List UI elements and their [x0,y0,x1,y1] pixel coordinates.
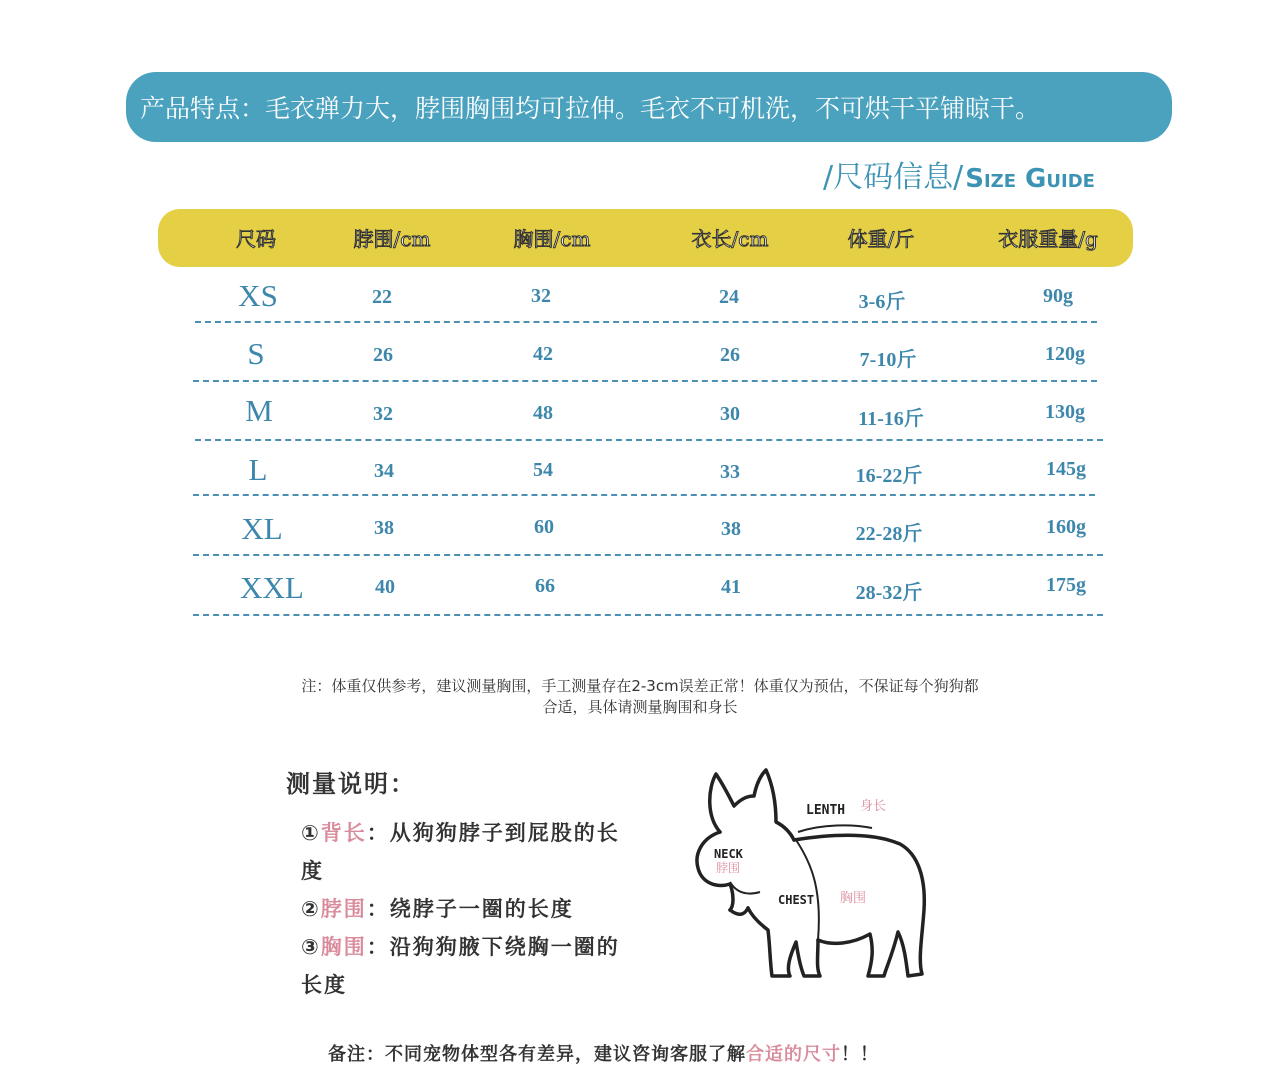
row-length: 41 [721,576,741,598]
title-slash-left: / [823,160,834,195]
row-weight: 3-6斤 [858,291,906,313]
row-garment: 120g [1045,343,1085,365]
row-chest: 60 [534,516,554,538]
neck-label-en: NECK [714,847,743,861]
size-guide-title [823,152,1095,198]
row-divider [193,380,1097,382]
row-neck: 32 [373,403,393,425]
title-en: Size Guide [965,164,1095,194]
title-cn: 尺码信息 [833,160,954,195]
measure-item-chest [301,928,631,1004]
row-chest: 42 [533,343,553,365]
row-weight: 7-10斤 [859,349,917,371]
header-weight: 体重/斤 [847,227,915,251]
header-length: 衣长/cm [691,227,769,251]
row-chest: 54 [533,459,553,481]
measure-instructions [301,814,631,1004]
product-features-banner [126,72,1172,142]
item-number: ① [301,821,321,845]
row-garment: 175g [1046,574,1086,596]
footer-highlight: 合适的尺寸 [746,1044,841,1065]
row-weight: 22-28斤 [855,523,923,545]
row-neck: 34 [374,460,394,482]
row-neck: 40 [375,576,395,598]
row-divider [193,494,1095,496]
row-size-label: XXL [240,570,304,605]
measure-item-neck [301,890,631,928]
row-neck: 22 [372,286,392,308]
chest-girth-icon [796,840,819,940]
row-weight: 16-22斤 [855,465,923,487]
neck-band-icon [730,882,760,894]
row-garment: 130g [1045,401,1085,423]
neck-label-cn: 脖围 [716,861,741,875]
row-divider [195,439,1103,441]
item-text: ：绕脖子一圈的长度 [366,897,574,921]
row-divider [193,554,1103,556]
row-size-label: L [248,452,268,487]
row-neck: 26 [373,344,393,366]
row-length: 30 [720,403,740,425]
header-size: 尺码 [236,227,276,251]
footer-suffix: ！！ [841,1044,879,1065]
row-garment: 145g [1046,458,1086,480]
measure-item-length [301,814,631,890]
row-size-label: S [247,336,265,371]
banner-text: 产品特点：毛衣弹力大，脖围胸围均可拉伸。毛衣不可机洗，不可烘干平铺晾干。 [140,94,1041,123]
row-size-label: XS [238,278,278,313]
row-length: 24 [719,286,739,308]
dog-measurement-diagram [672,760,952,1000]
table-header [158,209,1133,267]
note-line-2: 合适，具体请测量胸围和身长 [542,698,738,716]
row-garment: 90g [1043,285,1073,307]
item-term: 脖围 [320,897,367,921]
header-neck: 脖围/cm [353,227,431,251]
row-size-label: M [245,393,273,428]
note-line-1: 注：体重仅供参考，建议测量胸围，手工测量存在2-3cm误差正常！体重仅为预估，不保证每个狗狗都 [301,677,979,695]
header-chest: 胸围/cm [513,227,591,251]
title-slash-right: / [953,160,964,195]
item-number: ② [301,897,321,921]
item-term: 胸围 [320,935,367,959]
row-divider [193,614,1103,616]
length-label-cn: 身长 [860,799,887,814]
row-weight: 11-16斤 [858,408,924,430]
row-chest: 66 [535,575,555,597]
chest-label-en: CHEST [778,893,815,907]
item-term: 背长 [320,821,367,845]
row-length: 26 [720,344,740,366]
length-label-en: LENTH [806,803,846,818]
row-weight: 28-32斤 [855,582,923,604]
header-garment: 衣服重量/g [998,227,1098,251]
row-length: 33 [720,461,740,483]
row-chest: 32 [531,285,551,307]
chest-label-cn: 胸围 [840,891,867,906]
row-size-label: XL [241,511,283,546]
row-garment: 160g [1046,516,1086,538]
item-number: ③ [301,935,321,959]
footer-prefix: 备注：不同宠物体型各有差异，建议咨询客服了解 [328,1044,746,1065]
item-text: ：从狗狗脖子到屁股的长度 [301,821,620,883]
length-line-icon [798,825,872,832]
row-chest: 48 [533,402,553,424]
item-text: ：沿狗狗腋下绕胸一圈的长度 [301,935,620,997]
measure-title: 测量说明： [286,770,416,798]
row-neck: 38 [374,517,394,539]
disclaimer-note [210,676,1070,718]
row-length: 38 [721,518,741,540]
footer-note [328,1040,879,1066]
row-divider [195,321,1097,323]
